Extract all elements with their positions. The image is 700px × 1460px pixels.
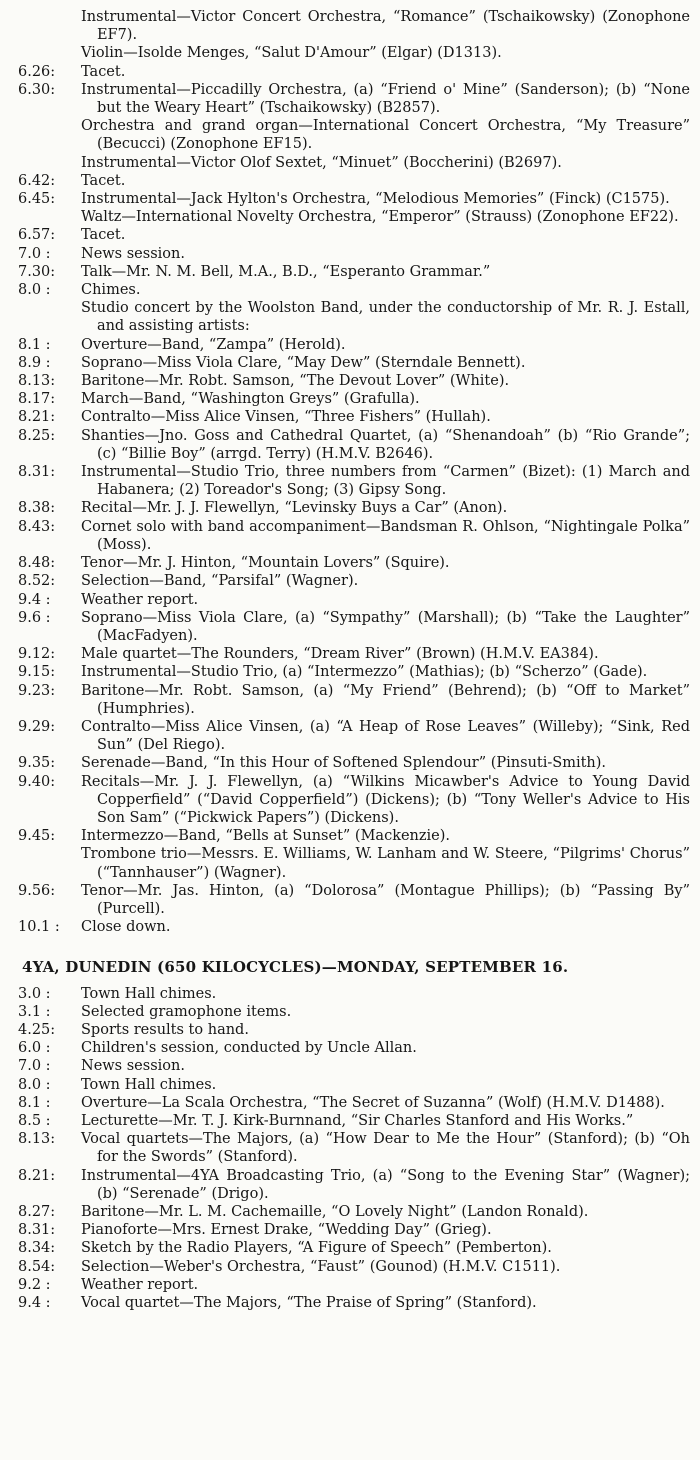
programme-entry <box>18 1276 690 1294</box>
entry-text: Town Hall chimes. <box>81 1076 217 1093</box>
programme-entry <box>18 117 690 153</box>
entry-time: 6.30: <box>18 81 56 98</box>
entry-time: 8.0 : <box>18 1076 51 1093</box>
entry-text: Male quartet—The Rounders, “Dream River” (Brown) (H.M.V. EA384). <box>81 646 599 663</box>
programme-entry <box>18 281 690 299</box>
programme-entry <box>18 1294 690 1312</box>
programme-entry <box>18 1057 690 1075</box>
programme-entry <box>18 499 690 517</box>
entry-time: 9.29: <box>18 718 56 735</box>
entry-text: Soprano—Miss Viola Clare, (a) “Sympathy” (Marshall); (b) “Take the Laughter” (MacFadyen). <box>81 609 690 644</box>
entry-time: 8.43: <box>18 518 56 535</box>
entry-time: 7.0 : <box>18 1058 51 1075</box>
entry-time: 8.48: <box>18 555 56 572</box>
entry-text: March—Band, “Washington Greys” (Grafulla). <box>81 391 420 408</box>
entry-text: Children's session, conducted by Uncle Allan. <box>81 1040 417 1057</box>
entry-time: 9.23: <box>18 682 56 699</box>
entry-time: 8.54: <box>18 1258 56 1275</box>
programme-entry <box>18 754 690 772</box>
programme-entry <box>18 1203 690 1221</box>
programme-entry <box>18 682 690 718</box>
programme-entry <box>18 554 690 572</box>
programme-entry <box>18 1112 690 1130</box>
programme-entry <box>18 1239 690 1257</box>
entry-time: 6.57: <box>18 227 56 244</box>
programme-entry <box>18 408 690 426</box>
entry-time: 8.31: <box>18 464 56 481</box>
programme-entry <box>18 208 690 226</box>
programme-entry <box>18 463 690 499</box>
entry-text: Instrumental—4YA Broadcasting Trio, (a) “Song to the Evening Star” (Wagner); (b) “Serenade” (Drigo). <box>81 1167 690 1202</box>
entry-time: 7.0 : <box>18 245 51 262</box>
entry-time: 8.1 : <box>18 336 51 353</box>
entry-time: 4.25: <box>18 1021 56 1038</box>
entry-time: 8.52: <box>18 573 56 590</box>
programme-entry <box>18 1094 690 1112</box>
entry-text: Instrumental—Studio Trio, (a) “Intermezzo” (Mathias); (b) “Scherzo” (Gade). <box>81 664 648 681</box>
programme-entry <box>18 718 690 754</box>
entry-text: Waltz—International Novelty Orchestra, “Emperor” (Strauss) (Zonophone EF22). <box>81 209 679 226</box>
programme-entry <box>18 154 690 172</box>
programme-entry <box>18 845 690 881</box>
entry-time: 10.1 : <box>18 919 60 936</box>
entry-time: 6.45: <box>18 191 56 208</box>
entry-time: 8.38: <box>18 500 56 517</box>
entry-text: Tenor—Mr. Jas. Hinton, (a) “Dolorosa” (Montague Phillips); (b) “Passing By” (Purcell). <box>81 882 690 917</box>
programme-entry <box>18 172 690 190</box>
entry-text: Recital—Mr. J. J. Flewellyn, “Levinsky Buys a Car” (Anon). <box>81 500 508 517</box>
programme-entry <box>18 645 690 663</box>
entry-time: 6.26: <box>18 63 56 80</box>
entry-text: Contralto—Miss Alice Vinsen, (a) “A Heap of Rose Leaves” (Willeby); “Sink, Red Sun” (Del Riego). <box>81 718 690 754</box>
entry-text: Tacet. <box>81 227 126 244</box>
entry-time: 8.25: <box>18 427 56 444</box>
entry-time: 6.0 : <box>18 1040 51 1057</box>
programme-entry <box>18 1221 690 1239</box>
entry-text: Chimes. <box>81 282 141 299</box>
entry-time: 8.31: <box>18 1222 56 1239</box>
entry-text: Tacet. <box>81 63 126 80</box>
entry-text: Instrumental—Victor Concert Orchestra, “Romance” (Tschaikowsky) (Zonophone EF7). <box>81 9 690 44</box>
programme-entry <box>18 591 690 609</box>
entry-text: Instrumental—Jack Hylton's Orchestra, “Melodious Memories” (Finck) (C1575). <box>81 191 670 208</box>
entry-text: Studio concert by the Woolston Band, under the conductorship of Mr. R. J. Estall, and assisting artists: <box>81 300 690 335</box>
entry-text: Baritone—Mr. L. M. Cachemaille, “O Lovely Night” (Landon Ronald). <box>81 1204 589 1220</box>
programme-entry <box>18 1258 690 1276</box>
programme-entry <box>18 299 690 335</box>
entry-text: Close down. <box>81 919 171 936</box>
entry-text: Overture—La Scala Orchestra, “The Secret of Suzanna” (Wolf) (H.M.V. D1488). <box>81 1094 665 1111</box>
entry-time: 9.2 : <box>18 1276 51 1293</box>
entry-text: Selected gramophone items. <box>81 1003 292 1020</box>
entry-text: News session. <box>81 245 185 262</box>
entry-time: 8.21: <box>18 1167 56 1184</box>
entry-text: Selection—Band, “Parsifal” (Wagner). <box>81 573 359 590</box>
entry-text: Contralto—Miss Alice Vinsen, “Three Fishers” (Hullah). <box>81 409 491 426</box>
programme-entry <box>18 1130 690 1166</box>
programme-entry <box>18 226 690 244</box>
programme-entry <box>18 372 690 390</box>
entry-text: Tenor—Mr. J. Hinton, “Mountain Lovers” (Squire). <box>81 555 450 572</box>
entry-time: 9.12: <box>18 646 56 663</box>
entry-text: Pianoforte—Mrs. Ernest Drake, “Wedding Day” (Grieg). <box>81 1222 492 1239</box>
programme-entry <box>18 1076 690 1094</box>
entry-text: Baritone—Mr. Robt. Samson, “The Devout Lover” (White). <box>81 373 510 390</box>
entry-text: Vocal quartet—The Majors, “The Praise of Spring” (Stanford). <box>81 1295 537 1312</box>
entry-time: 9.45: <box>18 828 56 845</box>
entry-time: 3.1 : <box>18 1003 51 1020</box>
entry-time: 9.35: <box>18 755 56 772</box>
entry-text: Weather report. <box>81 591 199 608</box>
entry-time: 9.40: <box>18 773 56 790</box>
entry-time: 8.13: <box>18 373 56 390</box>
entry-time: 8.34: <box>18 1240 56 1257</box>
programme-entry <box>18 1039 690 1057</box>
programme-entry <box>18 263 690 281</box>
programme-entry <box>18 1021 690 1039</box>
entry-text: Trombone trio—Messrs. E. Williams, W. Lanham and W. Steere, “Pilgrims' Chorus” (“Tannhauser”) (Wagner). <box>81 846 690 881</box>
station-heading: 4YA, DUNEDIN (650 KILOCYCLES)—MONDAY, SEPTEMBER 16. <box>22 958 569 977</box>
entry-time: 8.27: <box>18 1204 56 1220</box>
programme-entry <box>18 882 690 918</box>
entry-text: Instrumental—Victor Olof Sextet, “Minuet” (Boccherini) (B2697). <box>81 154 562 171</box>
entry-time: 8.0 : <box>18 282 51 299</box>
entry-text: Baritone—Mr. Robt. Samson, (a) “My Friend” (Behrend); (b) “Off to Market” (Humphries). <box>81 682 690 717</box>
entry-text: Instrumental—Studio Trio, three numbers from “Carmen” (Bizet): (1) March and Habanera; (2) Toreador's Song; (3) Gipsy Song. <box>81 464 690 499</box>
programme-entry <box>18 609 690 645</box>
entry-text: Tacet. <box>81 172 126 189</box>
programme-entry <box>18 773 690 828</box>
entry-text: Instrumental—Piccadilly Orchestra, (a) “Friend o' Mine” (Sanderson); (b) “None but the Weary Heart” (Tschaikowsky) (B2857). <box>81 81 690 117</box>
entry-text: Shanties—Jno. Goss and Cathedral Quartet, (a) “Shenandoah” (b) “Rio Grande”; (c) “Billie Boy” (arrgd. Terry) (H.M.V. B2646). <box>81 427 690 462</box>
entry-time: 9.56: <box>18 882 56 899</box>
programme-entry <box>18 518 690 554</box>
programme-entry <box>18 44 690 62</box>
entry-time: 8.9 : <box>18 354 51 371</box>
entry-time: 3.0 : <box>18 985 51 1002</box>
entry-time: 8.5 : <box>18 1112 51 1129</box>
programme-entry <box>18 390 690 408</box>
programme-entry <box>18 1167 690 1203</box>
entry-time: 8.17: <box>18 391 56 408</box>
entry-text: Vocal quartets—The Majors, (a) “How Dear to Me the Hour” (Stanford); (b) “Oh for the Swords” (Stanford). <box>81 1131 690 1166</box>
entry-time: 8.13: <box>18 1131 56 1148</box>
programme-section-1 <box>18 8 690 936</box>
entry-time: 8.21: <box>18 409 56 426</box>
programme-entry <box>18 8 690 44</box>
entry-text: News session. <box>81 1058 185 1075</box>
programme-entry <box>18 572 690 590</box>
entry-text: Lecturette—Mr. T. J. Kirk-Burnnand, “Sir Charles Stanford and His Works.” <box>81 1112 634 1129</box>
entry-time: 9.15: <box>18 664 56 681</box>
entry-text: Soprano—Miss Viola Clare, “May Dew” (Sterndale Bennett). <box>81 354 526 371</box>
programme-entry <box>18 918 690 936</box>
programme-entry <box>18 1003 690 1021</box>
entry-text: Talk—Mr. N. M. Bell, M.A., B.D., “Esperanto Grammar.” <box>81 263 491 280</box>
entry-text: Serenade—Band, “In this Hour of Softened Splendour” (Pinsuti-Smith). <box>81 755 607 772</box>
entry-time: 7.30: <box>18 263 56 280</box>
entry-text: Intermezzo—Band, “Bells at Sunset” (Mackenzie). <box>81 828 451 845</box>
programme-section-2 <box>18 985 690 1313</box>
entry-time: 6.42: <box>18 172 56 189</box>
entry-text: Overture—Band, “Zampa” (Herold). <box>81 336 346 353</box>
entry-time: 9.4 : <box>18 591 51 608</box>
entry-text: Cornet solo with band accompaniment—Bandsman R. Ohlson, “Nightingale Polka” (Moss). <box>81 518 690 553</box>
programme-entry <box>18 63 690 81</box>
entry-text: Orchestra and grand organ—International Concert Orchestra, “My Treasure” (Becucci) (Zonophone EF15). <box>81 118 690 153</box>
entry-time: 9.6 : <box>18 609 51 626</box>
entry-time: 8.1 : <box>18 1094 51 1111</box>
entry-time: 9.4 : <box>18 1295 51 1312</box>
programme-entry <box>18 354 690 372</box>
programme-entry <box>18 663 690 681</box>
programme-entry <box>18 190 690 208</box>
programme-entry <box>18 827 690 845</box>
entry-text: Recitals—Mr. J. J. Flewellyn, (a) “Wilkins Micawber's Advice to Young David Copperfield” (“David Copperfield”) (Dickens); (b) “Tony Weller's Advice to His Son Sam” (“Pickwick Papers”) (Dickens). <box>81 773 690 826</box>
entry-text: Sketch by the Radio Players, “A Figure of Speech” (Pemberton). <box>81 1240 552 1257</box>
programme-entry <box>18 336 690 354</box>
entry-text: Weather report. <box>81 1276 199 1293</box>
programme-entry <box>18 427 690 463</box>
programme-entry <box>18 245 690 263</box>
programme-entry <box>18 81 690 117</box>
entry-text: Sports results to hand. <box>81 1021 249 1038</box>
programme-entry <box>18 985 690 1003</box>
entry-text: Violin—Isolde Menges, “Salut D'Amour” (Elgar) (D1313). <box>81 45 502 62</box>
entry-text: Selection—Weber's Orchestra, “Faust” (Gounod) (H.M.V. C1511). <box>81 1258 561 1275</box>
entry-text: Town Hall chimes. <box>81 985 217 1002</box>
